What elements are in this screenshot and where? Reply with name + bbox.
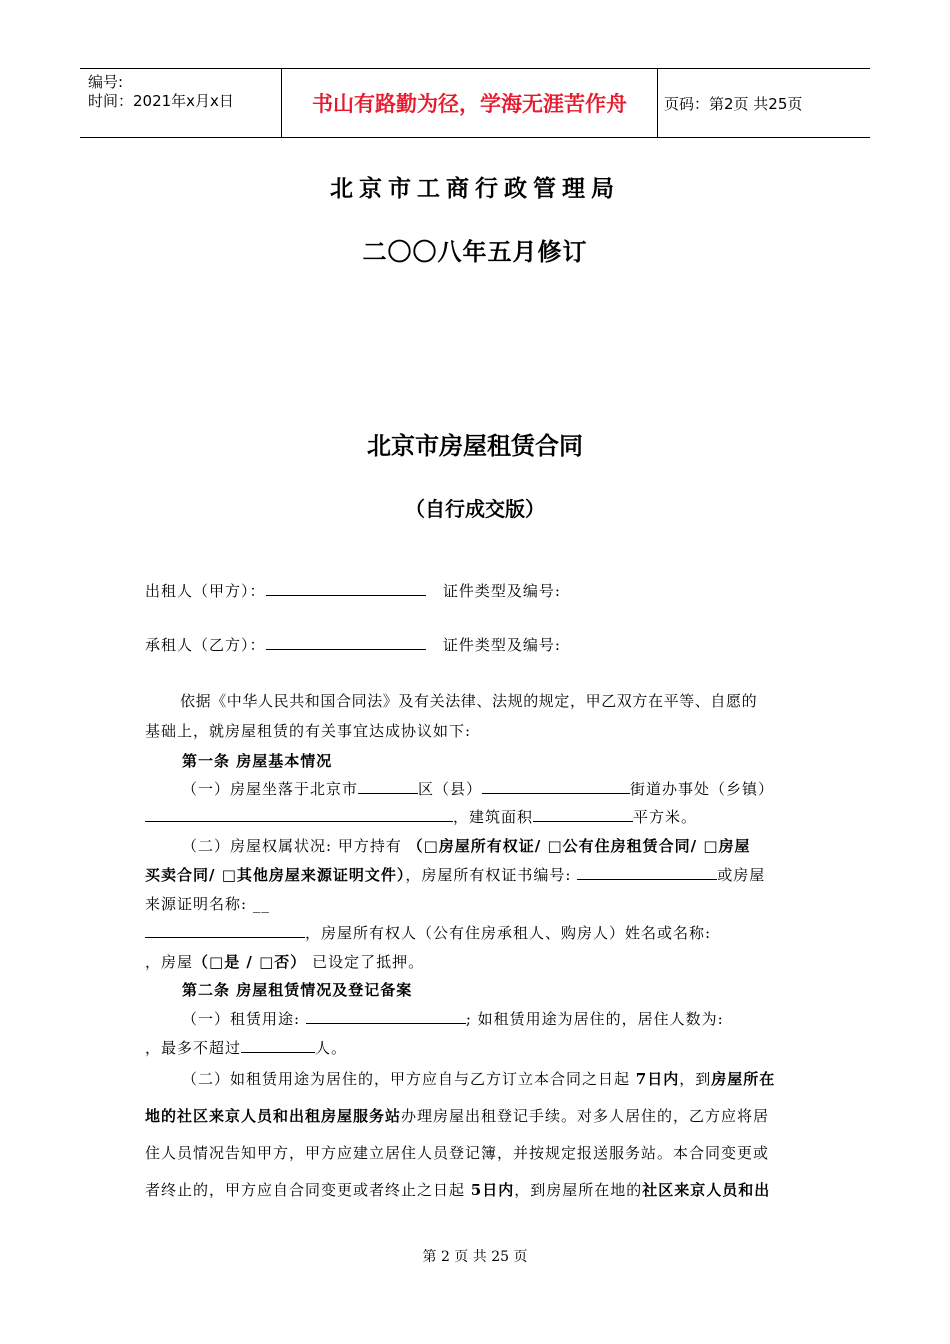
- paragraph-line: [182, 1068, 775, 1089]
- paragraph-line: 住人员情况告知甲方，甲方应建立居住人员登记簿，并按规定报送服务站。本合同变更或: [145, 1144, 770, 1162]
- paragraph-line: [145, 806, 697, 827]
- text: （一）房屋坐落于北京市: [182, 780, 359, 798]
- text: 区（县）: [418, 780, 483, 798]
- text: ，房屋所有权证书编号:: [405, 866, 578, 884]
- version-subtitle: （自行成交版）: [405, 497, 545, 521]
- paragraph-line: [182, 778, 774, 799]
- paragraph-line: [145, 951, 424, 972]
- header-meta: [88, 73, 278, 111]
- deadline: 5日内: [470, 1181, 515, 1199]
- lessee-line: [145, 634, 561, 655]
- document-header: [80, 68, 870, 138]
- text: ，到房屋所在地的: [514, 1181, 643, 1199]
- text: 者终止的，甲方应自合同变更或者终止之日起: [145, 1181, 471, 1199]
- blank-field[interactable]: [358, 779, 418, 794]
- id-label: 证件类型及编号:: [442, 636, 561, 654]
- paragraph-line: [145, 1037, 347, 1058]
- paragraph-line: [145, 864, 765, 885]
- contract-title: 北京市房屋租赁合同: [367, 432, 583, 460]
- paragraph-line: [145, 1179, 770, 1200]
- text: ，建筑面积: [453, 808, 534, 826]
- emphasis: 社区来京人员和出: [642, 1181, 771, 1199]
- blank-field[interactable]: [577, 865, 717, 880]
- article-heading: 第二条 房屋租赁情况及登记备案: [182, 981, 413, 999]
- bureau-title: 北京市工商行政管理局: [330, 176, 620, 202]
- page-footer: 第 2 页 共 25 页: [422, 1249, 528, 1265]
- blank-field[interactable]: [306, 1009, 466, 1024]
- text: ，到: [679, 1070, 712, 1088]
- revision-title: 二〇〇八年五月修订: [362, 238, 588, 266]
- article-heading: 第一条 房屋基本情况: [182, 752, 333, 770]
- text: （二）房屋权属状况: 甲方持有: [182, 837, 408, 855]
- emphasis: 房屋所在: [711, 1070, 776, 1088]
- article-1-title: [182, 750, 332, 771]
- time-label: 时间：2021年x月x日: [88, 92, 234, 110]
- number-label: 编号:: [88, 73, 124, 91]
- ownership-options: 买卖合同/ □其他房屋来源证明文件）: [145, 866, 406, 884]
- lessor-line: [145, 580, 561, 601]
- paragraph-line: [182, 1008, 724, 1029]
- text: （二）如租赁用途为居住的，甲方应自与乙方订立本合同之日起: [182, 1070, 636, 1088]
- paragraph-line: [182, 835, 751, 856]
- text: 平方米。: [633, 808, 698, 826]
- text: ，房屋所有权人（公有住房承租人、购房人）姓名或名称:: [305, 924, 712, 942]
- deadline: 7日内: [635, 1070, 680, 1088]
- text: 或房屋: [717, 866, 766, 884]
- intro-line: 依据《中华人民共和国合同法》及有关法律、法规的规定，甲乙双方在平等、自愿的: [180, 692, 758, 710]
- header-divider: [657, 69, 658, 137]
- intro-line: 基础上，就房屋租赁的有关事宜达成协议如下:: [145, 722, 472, 740]
- blank-field[interactable]: [533, 807, 633, 822]
- text: 办理房屋出租登记手续。对多人居住的，乙方应将居: [401, 1107, 770, 1125]
- ownership-options: （□房屋所有权证/ □公有住房租赁合同/ □房屋: [407, 837, 751, 855]
- blank-field[interactable]: [266, 635, 426, 650]
- header-page-info: 页码：第2页 共25页: [664, 95, 803, 113]
- id-label: 证件类型及编号:: [442, 582, 561, 600]
- lessor-label: 出租人（甲方）：: [145, 582, 266, 600]
- blank-field[interactable]: [482, 779, 630, 794]
- text: ; 如租赁用途为居住的，居住人数为:: [465, 1010, 724, 1028]
- text: 人。: [315, 1039, 348, 1057]
- text: ，最多不超过: [145, 1039, 242, 1057]
- text: ，房屋: [145, 953, 194, 971]
- text: 街道办事处（乡镇）: [630, 780, 775, 798]
- text: 已设定了抵押。: [306, 953, 425, 971]
- mortgage-options: （□是 / □否）: [193, 953, 307, 971]
- paragraph-line: 来源证明名称: __: [145, 895, 270, 913]
- header-motto: 书山有路勤为径，学海无涯苦作舟: [312, 92, 627, 116]
- blank-field[interactable]: [145, 807, 453, 822]
- emphasis: 地的社区来京人员和出租房屋服务站: [145, 1107, 402, 1125]
- paragraph-line: [145, 922, 711, 943]
- article-2-title: [182, 979, 412, 1000]
- paragraph-line: [145, 1105, 769, 1126]
- blank-field[interactable]: [266, 581, 426, 596]
- lessee-label: 承租人（乙方）：: [145, 636, 266, 654]
- blank-field[interactable]: [241, 1038, 315, 1053]
- text: （一）租赁用途:: [182, 1010, 306, 1028]
- blank-field[interactable]: [145, 923, 305, 938]
